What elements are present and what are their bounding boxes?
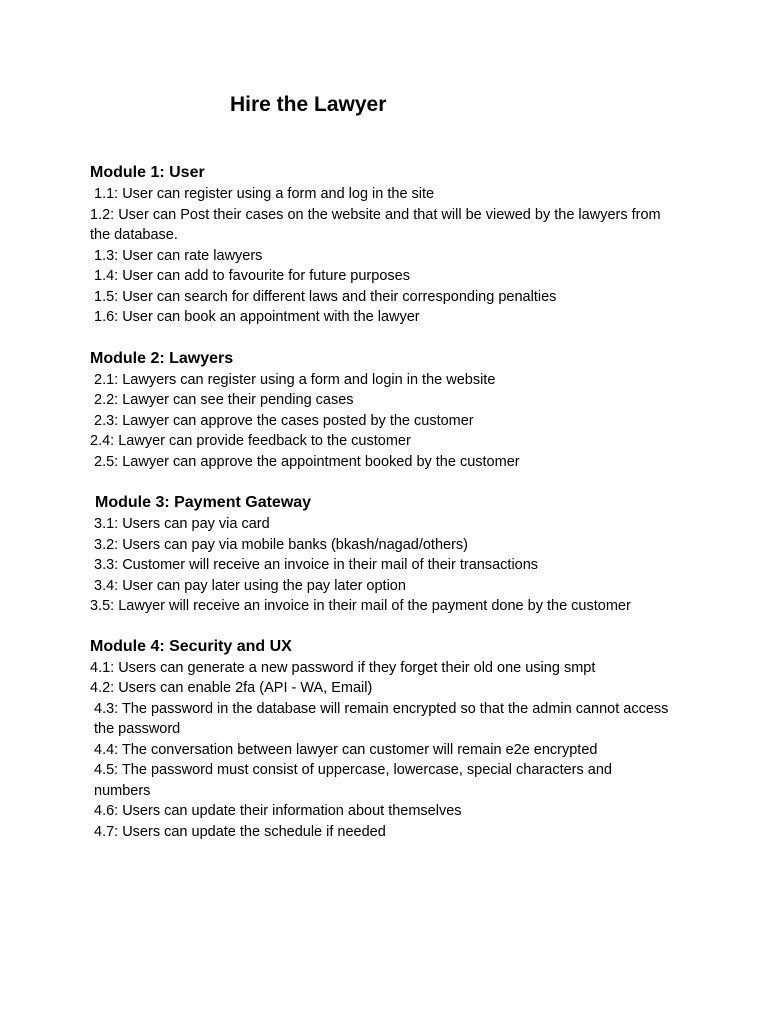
requirement-item: 3.4: User can pay later using the pay later option <box>94 577 406 594</box>
requirement-item: 4.7: Users can update the schedule if needed <box>94 823 386 840</box>
requirement-item: 3.2: Users can pay via mobile banks (bkash/nagad/others) <box>94 536 468 553</box>
requirement-item: 2.1: Lawyers can register using a form and login in the website <box>94 371 496 388</box>
requirement-item: 4.6: Users can update their information about themselves <box>94 803 462 819</box>
requirement-item: 2.3: Lawyer can approve the cases posted by the customer <box>94 412 474 429</box>
requirement-item: 1.1: User can register using a form and log in the site <box>94 186 435 202</box>
module-heading: Module 4: Security and UX <box>90 637 292 655</box>
module-heading: Module 2: Lawyers <box>90 349 234 367</box>
requirement-item: 2.5: Lawyer can approve the appointment booked by the customer <box>94 453 520 470</box>
module-heading: Module 3: Payment Gateway <box>95 494 312 511</box>
requirement-item: 1.3: User can rate lawyers <box>94 247 263 264</box>
requirement-item: 1.2: User can Post their cases on the website and that will be viewed by the lawyers from the database. <box>90 206 665 243</box>
requirement-item: 4.5: The password must consist of uppercase, lowercase, special characters and numbers <box>94 762 616 799</box>
requirement-item: 4.1: Users can generate a new password if they forget their old one using smpt <box>90 659 596 676</box>
requirement-item: 4.3: The password in the database will remain encrypted so that the admin cannot access the password <box>94 700 673 737</box>
requirement-item: 4.4: The conversation between lawyer can customer will remain e2e encrypted <box>94 741 598 758</box>
requirement-item: 2.4: Lawyer can provide feedback to the customer <box>90 433 411 449</box>
module-section-3 <box>90 492 670 617</box>
module-section-2 <box>90 348 670 473</box>
module-section-4 <box>90 636 673 843</box>
requirement-item: 4.2: Users can enable 2fa (API - WA, Email) <box>90 680 373 696</box>
requirement-item: 1.4: User can add to favourite for future purposes <box>94 268 410 284</box>
requirement-item: 1.5: User can search for different laws and their corresponding penalties <box>94 288 557 305</box>
requirement-item: 1.6: User can book an appointment with the lawyer <box>94 309 420 325</box>
document-title: Hire the Lawyer <box>230 93 387 116</box>
requirement-item: 3.1: Users can pay via card <box>94 516 270 532</box>
requirement-item: 2.2: Lawyer can see their pending cases <box>94 392 354 408</box>
document-body <box>90 162 673 862</box>
requirement-item: 3.5: Lawyer will receive an invoice in their mail of the payment done by the customer <box>90 598 631 614</box>
requirement-item: 3.3: Customer will receive an invoice in their mail of their transactions <box>94 557 539 573</box>
module-section-1 <box>90 162 670 328</box>
module-heading: Module 1: User <box>90 164 205 181</box>
